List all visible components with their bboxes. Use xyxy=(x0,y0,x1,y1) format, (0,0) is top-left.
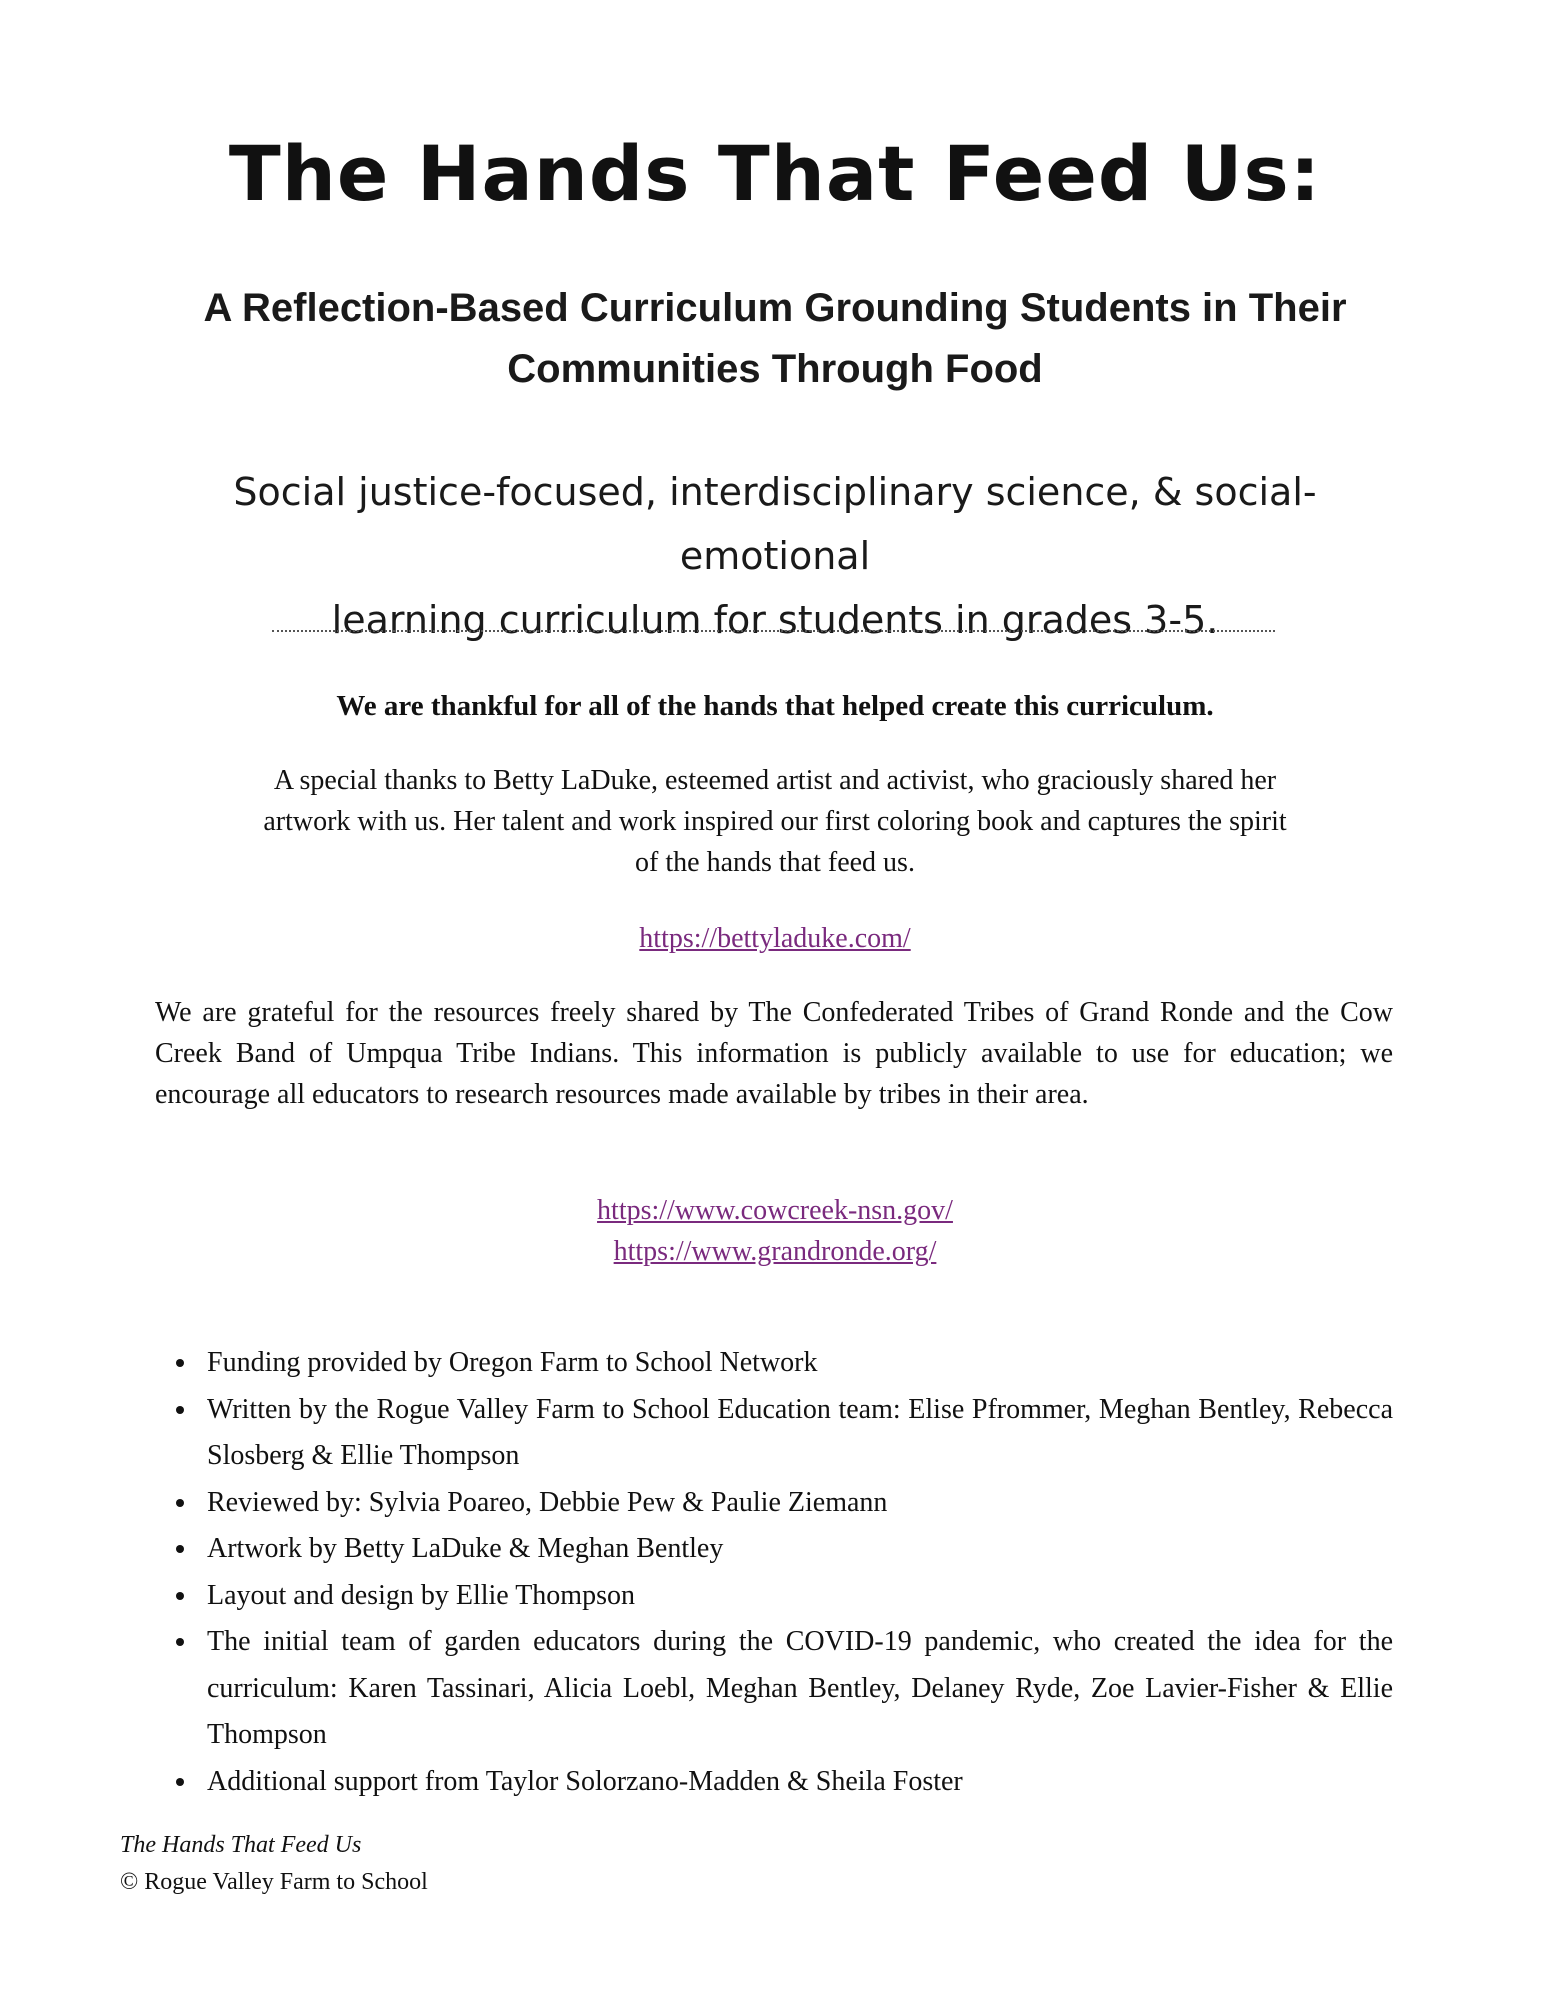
cowcreek-link[interactable]: https://www.cowcreek-nsn.gov/ xyxy=(597,1195,953,1226)
footer-title: The Hands That Feed Us xyxy=(120,1832,362,1858)
grateful-paragraph: We are grateful for the resources freely shared by The Confederated Tribes of Grand Ronde and the Cow Creek Band of Umpqua Tribe Indians. This information is publicly available to use for education; we encourage all educators to research resources made available by tribes in their area. xyxy=(155,997,1393,1110)
document-title: The Hands That Feed Us: xyxy=(228,129,1322,218)
subtitle-line: A Reflection-Based Curriculum Grounding Students in Their xyxy=(203,286,1347,330)
cowcreek-link-row xyxy=(0,1190,1550,1231)
special-thanks-line: artwork with us. Her talent and work inspired our first coloring book and captures the spirit xyxy=(263,806,1287,837)
page-footer xyxy=(120,1827,428,1901)
tagline-line: learning curriculum for students in grades 3-5. xyxy=(331,598,1219,642)
credits-list-item: Reviewed by: Sylvia Poareo, Debbie Pew & Paulie Ziemann xyxy=(207,1480,1393,1527)
special-thanks-line: of the hands that feed us. xyxy=(635,847,915,878)
credits-list-item: Funding provided by Oregon Farm to School Network xyxy=(207,1340,1393,1387)
credits-list xyxy=(155,1340,1393,1805)
curriculum-tagline xyxy=(150,460,1400,652)
dotted-divider xyxy=(272,630,1275,632)
footer-copyright: © Rogue Valley Farm to School xyxy=(120,1869,428,1895)
credits-list-item: Artwork by Betty LaDuke & Meghan Bentley xyxy=(207,1526,1393,1573)
credits-list-item: Additional support from Taylor Solorzano-Madden & Sheila Foster xyxy=(207,1759,1393,1806)
grandronde-link-row xyxy=(0,1231,1550,1272)
credits-list-item: Layout and design by Ellie Thompson xyxy=(207,1573,1393,1620)
subtitle-line: Communities Through Food xyxy=(507,347,1043,391)
tagline-line: Social justice-focused, interdisciplinary science, & social-emotional xyxy=(233,470,1317,578)
betty-laduke-link[interactable]: https://bettyladuke.com/ xyxy=(639,923,911,954)
special-thanks-paragraph xyxy=(160,760,1390,883)
grandronde-link[interactable]: https://www.grandronde.org/ xyxy=(613,1236,937,1267)
thanks-heading: We are thankful for all of the hands that helped create this curriculum. xyxy=(336,690,1214,722)
credits-list-item: Written by the Rogue Valley Farm to School Education team: Elise Pfrommer, Meghan Bentley, Rebecca Slosberg & Ellie Thompson xyxy=(207,1387,1393,1480)
credits-list-item: The initial team of garden educators during the COVID-19 pandemic, who created the idea for the curriculum: Karen Tassinari, Alicia Loebl, Meghan Bentley, Delaney Ryde, Zoe Lavier-Fisher & Ellie Thompson xyxy=(207,1619,1393,1759)
betty-link-row xyxy=(0,918,1550,959)
special-thanks-line: A special thanks to Betty LaDuke, esteemed artist and activist, who graciously shared her xyxy=(273,765,1277,796)
document-subtitle xyxy=(175,278,1375,400)
